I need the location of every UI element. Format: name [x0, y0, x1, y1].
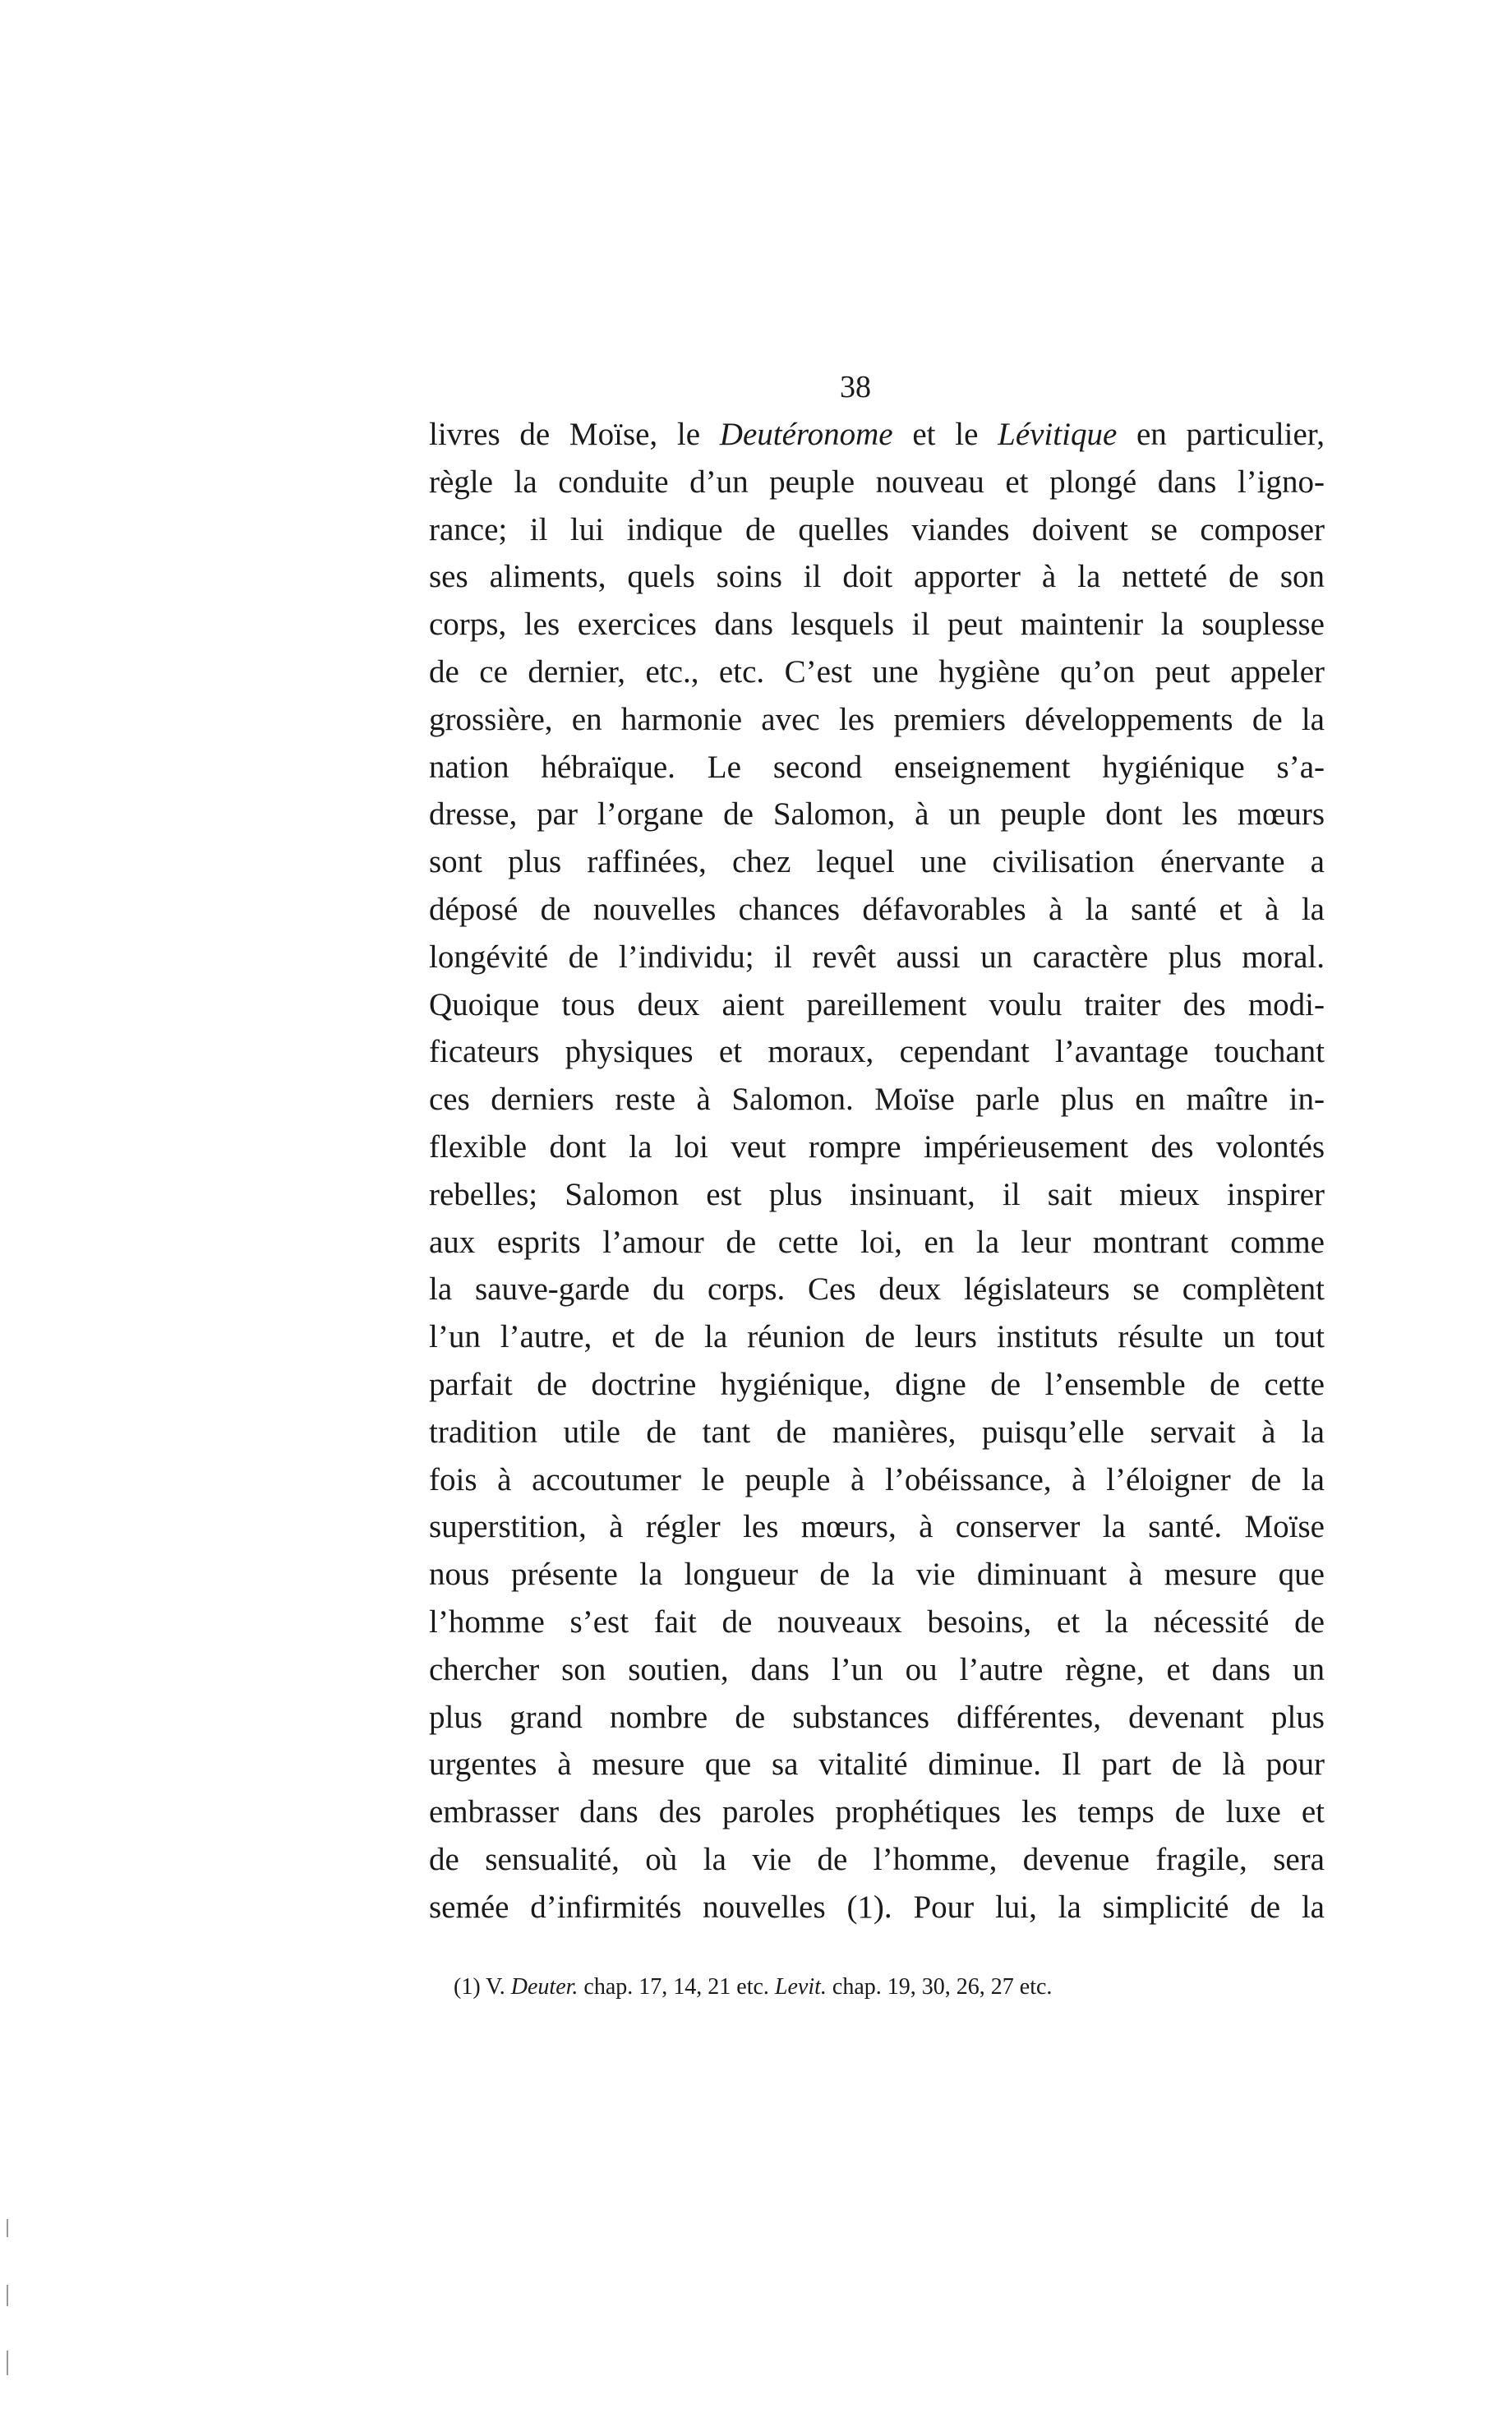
footnote-segment: chap. 19, 30, 26, 27 etc.: [826, 1974, 1053, 2000]
text-line: ficateurs physiques et moraux, cependant l’avantage touchant: [429, 1034, 1325, 1070]
text-line: dresse, par l’organe de Salomon, à un peuple dont les mœurs: [429, 796, 1325, 833]
scan-edge-mark: [7, 2285, 8, 2306]
text-line: de ce dernier, etc., etc. C’est une hygiène qu’on peut appeler: [429, 653, 1325, 690]
footnote-segment: (1) V.: [454, 1974, 511, 2000]
text-line: Quoique tous deux aient pareillement voulu traiter des modi-: [429, 986, 1325, 1022]
footnote: [454, 1973, 1325, 2002]
text-line: de sensualité, où la vie de l’homme, devenue fragile, sera: [429, 1841, 1325, 1877]
text-line: nous présente la longueur de la vie diminuant à mesure que: [429, 1557, 1325, 1593]
text-line: corps, les exercices dans lesquels il peut maintenir la souplesse: [429, 607, 1325, 643]
text-line: tradition utile de tant de manières, puisqu’elle servait à la: [429, 1414, 1325, 1450]
text-line: l’un l’autre, et de la réunion de leurs instituts résulte un tout: [429, 1319, 1325, 1355]
scan-edge-mark: [7, 2351, 8, 2375]
scan-edge-mark: [7, 2219, 8, 2237]
text-line: l’homme s’est fait de nouveaux besoins, et la nécessité de: [429, 1603, 1325, 1640]
footnote-italic: Levit.: [774, 1974, 827, 2000]
text-line: ses aliments, quels soins il doit apporter à la netteté de son: [429, 559, 1325, 595]
text-segment: livres de Moïse, le: [429, 417, 720, 452]
text-line: aux esprits l’amour de cette loi, en la leur montrant comme: [429, 1224, 1325, 1260]
text-line: semée d’infirmités nouvelles (1). Pour lui, la simplicité de la: [429, 1889, 1325, 1925]
text-line: fois à accoutumer le peuple à l’obéissance, à l’éloigner de la: [429, 1461, 1325, 1497]
body-text: [429, 411, 1325, 1931]
text-line: rance; il lui indique de quelles viandes doivent se composer: [429, 511, 1325, 547]
text-line: longévité de l’individu; il revêt aussi un caractère plus moral.: [429, 939, 1325, 975]
text-line: déposé de nouvelles chances défavorables à la santé et à la: [429, 891, 1325, 927]
text-line: flexible dont la loi veut rompre impérieusement des volontés: [429, 1128, 1325, 1165]
text-line: sont plus raffinées, chez lequel une civilisation énervante a: [429, 844, 1325, 880]
text-line: [429, 411, 1325, 459]
text-line: plus grand nombre de substances différentes, devenant plus: [429, 1699, 1325, 1735]
text-segment: et le: [892, 417, 998, 452]
italic-title: Deutéronome: [719, 417, 893, 452]
text-line: la sauve-garde du corps. Ces deux législateurs se complètent: [429, 1271, 1325, 1308]
footnote-segment: chap. 17, 14, 21 etc.: [578, 1974, 775, 2000]
text-line: règle la conduite d’un peuple nouveau et plongé dans l’igno-: [429, 464, 1325, 500]
footnote-italic: Deuter.: [510, 1974, 579, 2000]
text-line: nation hébraïque. Le second enseignement hygiénique s’a-: [429, 749, 1325, 785]
text-line: urgentes à mesure que sa vitalité diminue. Il part de là pour: [429, 1746, 1325, 1783]
text-line: chercher son soutien, dans l’un ou l’autre règne, et dans un: [429, 1651, 1325, 1687]
italic-title: Lévitique: [998, 417, 1118, 452]
text-line: parfait de doctrine hygiénique, digne de l’ensemble de cette: [429, 1366, 1325, 1402]
text-line: ces derniers reste à Salomon. Moïse parle plus en maître in-: [429, 1082, 1325, 1118]
text-line: grossière, en harmonie avec les premiers développements de la: [429, 701, 1325, 737]
text-line: superstition, à régler les mœurs, à conserver la santé. Moïse: [429, 1509, 1325, 1545]
text-line: embrasser dans des paroles prophétiques les temps de luxe et: [429, 1794, 1325, 1830]
text-segment: en particulier,: [1117, 417, 1325, 452]
text-line: rebelles; Salomon est plus insinuant, il sait mieux inspirer: [429, 1176, 1325, 1212]
page-number: 38: [840, 370, 871, 404]
